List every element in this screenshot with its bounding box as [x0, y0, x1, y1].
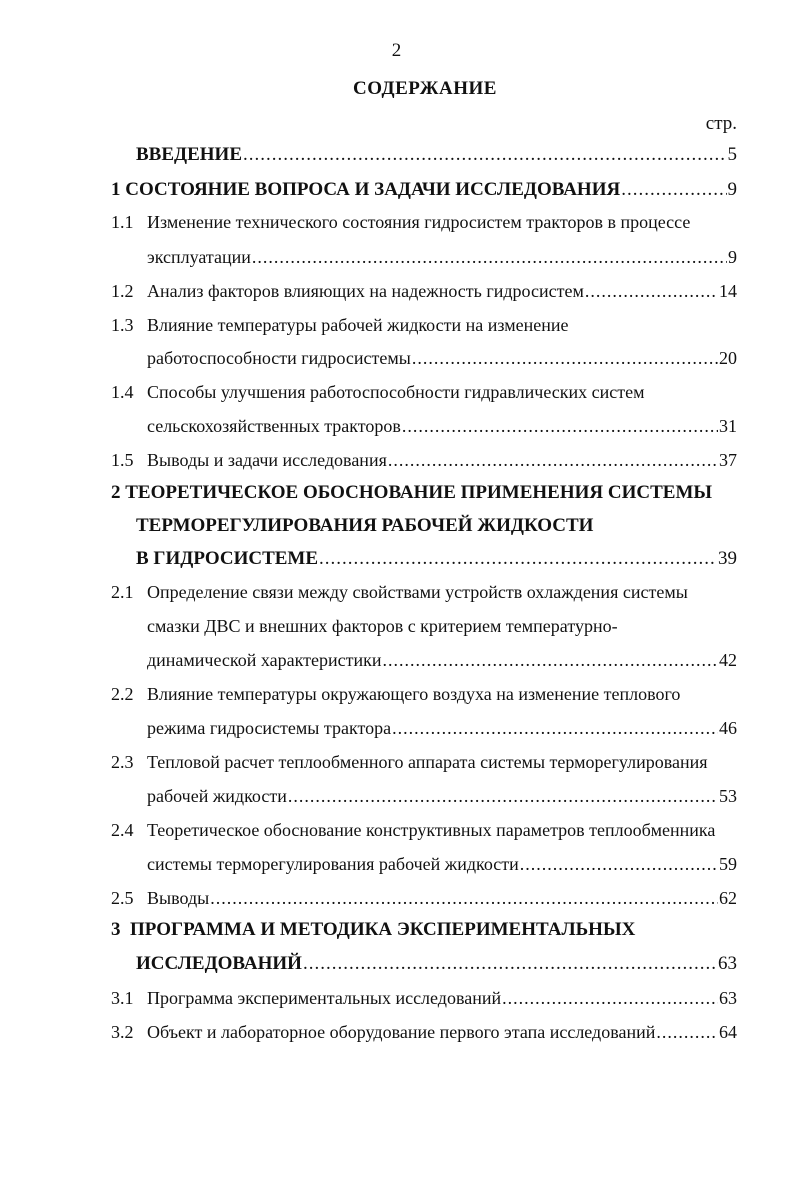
- toc-entry-num: 1.3: [111, 315, 134, 335]
- dot-leader: [502, 986, 718, 1010]
- toc-entry-text: Анализ факторов влияющих на надежность гидросистем: [147, 281, 584, 301]
- toc-page-number: 46: [719, 718, 737, 738]
- toc-entry-num: 1.2: [111, 281, 134, 301]
- toc-page-number: 62: [719, 888, 737, 908]
- toc-entry-num: 1.1: [111, 212, 134, 232]
- toc-page-number: 64: [719, 1022, 737, 1042]
- dot-leader: [585, 279, 718, 303]
- toc-entry-text[interactable]: Влияние температуры окружающего воздуха на изменение теплового: [147, 684, 681, 704]
- toc-entry-text: ИССЛЕДОВАНИЙ: [136, 953, 302, 974]
- toc-entry-text: Программа экспериментальных исследований: [147, 988, 502, 1008]
- toc-page-number: 14: [719, 281, 737, 301]
- toc-entry-2-4[interactable]: [147, 852, 737, 876]
- toc-page-number: 9: [727, 179, 737, 200]
- dot-leader: [621, 178, 726, 202]
- dot-leader: [656, 1020, 718, 1044]
- dot-leader: [520, 852, 718, 876]
- toc-entry-2-line-1[interactable]: [111, 481, 712, 505]
- dot-leader: [392, 716, 718, 740]
- toc-entry-text[interactable]: Влияние температуры рабочей жидкости на изменение: [147, 315, 569, 335]
- toc-entry-2-2[interactable]: [147, 716, 737, 740]
- toc-entry-1-3[interactable]: [147, 346, 737, 370]
- toc-entry-text[interactable]: ТЕРМОРЕГУЛИРОВАНИЯ РАБОЧЕЙ ЖИДКОСТИ: [136, 515, 594, 536]
- dot-leader: [319, 547, 717, 571]
- toc-entry-3-2[interactable]: [147, 1020, 737, 1044]
- toc-page-number: 53: [719, 786, 737, 806]
- toc-page-number: 59: [719, 854, 737, 874]
- toc-entry-text: ВВЕДЕНИЕ: [136, 144, 242, 165]
- toc-entry-num: 3.1: [111, 988, 134, 1008]
- dot-leader: [382, 648, 718, 672]
- toc-entry-1-5[interactable]: [147, 448, 737, 472]
- dot-leader: [210, 886, 718, 910]
- toc-entry-2-5[interactable]: [147, 886, 737, 910]
- toc-entry-text: СОСТОЯНИЕ ВОПРОСА И ЗАДАЧИ ИССЛЕДОВАНИЯ: [125, 179, 621, 200]
- toc-entry-1-4[interactable]: [147, 414, 737, 438]
- toc-page-number: 5: [727, 144, 737, 165]
- toc-entry-num: 3.2: [111, 1022, 134, 1042]
- dot-leader: [252, 245, 727, 269]
- dot-leader: [388, 448, 718, 472]
- toc-entry-2-1[interactable]: [147, 648, 737, 672]
- dot-leader: [402, 414, 718, 438]
- toc-entry-text[interactable]: Тепловой расчет теплообменного аппарата системы терморегулирования: [147, 752, 708, 772]
- page-column-label: стр.: [705, 113, 737, 134]
- dot-leader: [412, 346, 718, 370]
- toc-entry-text[interactable]: Способы улучшения работоспособности гидравлических систем: [147, 382, 645, 402]
- toc-entry-text: Объект и лабораторное оборудование первого этапа исследований: [147, 1022, 656, 1042]
- toc-page-number: 9: [728, 247, 737, 267]
- toc-page-number: 31: [719, 416, 737, 436]
- toc-entry-text[interactable]: Определение связи между свойствами устройств охлаждения системы: [147, 582, 688, 602]
- toc-entry-1[interactable]: [111, 178, 737, 202]
- toc-entry-num: 2.3: [111, 752, 134, 772]
- toc-entry-num: 1.4: [111, 382, 134, 402]
- dot-leader: [303, 952, 717, 976]
- toc-entry-text: В ГИДРОСИСТЕМЕ: [136, 548, 319, 569]
- toc-entry-text[interactable]: смазки ДВС и внешних факторов с критерием температурно-: [147, 616, 618, 636]
- toc-entry-3-1[interactable]: [147, 986, 737, 1010]
- toc-entry-text[interactable]: Изменение технического состояния гидросистем тракторов в процессе: [147, 212, 691, 232]
- toc-entry-text: работоспособности гидросистемы: [147, 348, 411, 368]
- toc-entry-2[interactable]: [136, 547, 737, 571]
- dot-leader: [243, 143, 727, 167]
- toc-entry-introduction[interactable]: [136, 143, 737, 167]
- toc-entry-text: режима гидросистемы трактора: [147, 718, 392, 738]
- toc-entry-text[interactable]: Теоретическое обоснование конструктивных параметров теплообменника: [147, 820, 716, 840]
- toc-entry-num: 2.1: [111, 582, 134, 602]
- toc-page-number: 63: [719, 988, 737, 1008]
- toc-entry-text: сельскохозяйственных тракторов: [147, 416, 401, 436]
- toc-entry-text: динамической характеристики: [147, 650, 382, 670]
- toc-entry-1-2[interactable]: [147, 279, 737, 303]
- toc-entry-num: 3: [111, 919, 121, 940]
- toc-entry-text: рабочей жидкости: [147, 786, 287, 806]
- toc-entry-num: 1.5: [111, 450, 134, 470]
- toc-entry-num: 2.2: [111, 684, 134, 704]
- toc-entry-3[interactable]: [136, 952, 737, 976]
- toc-entry-3-line-1[interactable]: [111, 918, 635, 942]
- toc-entry-text: эксплуатации: [147, 247, 251, 267]
- toc-entry-num: 2.5: [111, 888, 134, 908]
- toc-entry-num: 2: [111, 482, 121, 503]
- toc-entry-text: ПРОГРАММА И МЕТОДИКА ЭКСПЕРИМЕНТАЛЬНЫХ: [130, 919, 636, 940]
- toc-page-number: 37: [719, 450, 737, 470]
- toc-entry-1-1[interactable]: [147, 245, 737, 269]
- toc-page-number: 42: [719, 650, 737, 670]
- toc-entry-num: 2.4: [111, 820, 134, 840]
- toc-page-number: 39: [718, 548, 737, 569]
- toc-entry-text: Выводы и задачи исследования: [147, 450, 387, 470]
- toc-entry-num: 1: [111, 179, 121, 200]
- toc-entry-text: ТЕОРЕТИЧЕСКОЕ ОБОСНОВАНИЕ ПРИМЕНЕНИЯ СИСТЕМЫ: [125, 482, 713, 503]
- page-number: 2: [391, 40, 402, 61]
- toc-entry-text: системы терморегулирования рабочей жидкости: [147, 854, 519, 874]
- toc-entry-text: Выводы: [147, 888, 210, 908]
- dot-leader: [288, 784, 718, 808]
- toc-page-number: 63: [718, 953, 737, 974]
- toc-title: СОДЕРЖАНИЕ: [353, 78, 497, 99]
- toc-page-number: 20: [719, 348, 737, 368]
- toc-entry-2-3[interactable]: [147, 784, 737, 808]
